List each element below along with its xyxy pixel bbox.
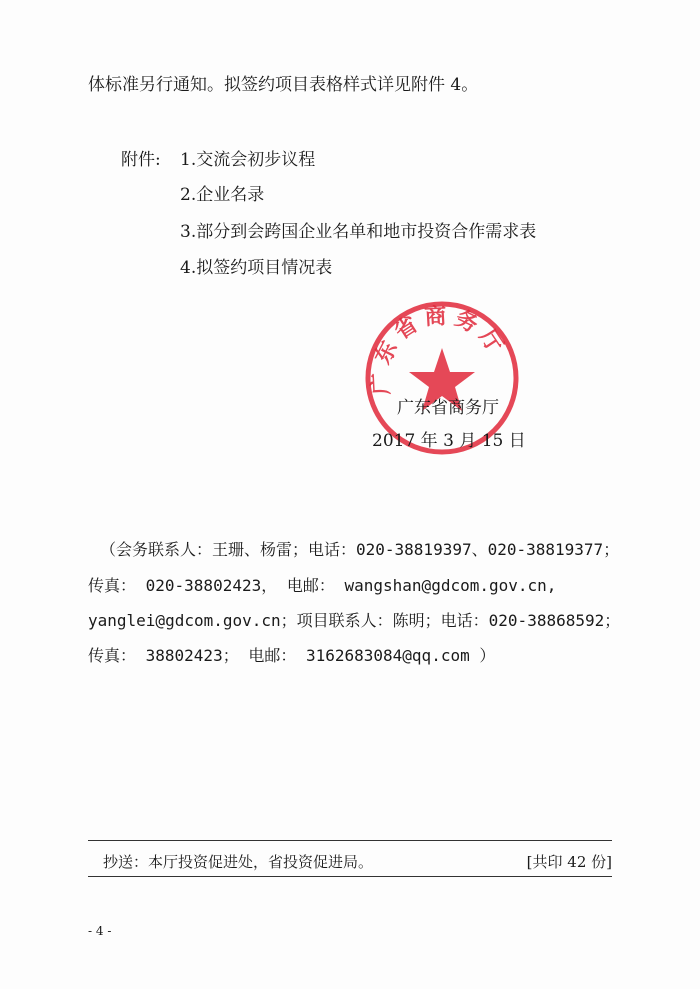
attachment-item-4: 4.拟签约项目情况表 bbox=[180, 258, 333, 278]
contact-line-4: 传真： 38802423； 电邮： 3162683084@qq.com ） bbox=[88, 646, 496, 665]
contact-line-3: yanglei@gdcom.gov.cn；项目联系人：陈明；电话：020-38868592； bbox=[88, 611, 621, 630]
attachments-label: 附件: bbox=[121, 150, 161, 170]
contact-line-1: （会务联系人：王珊、杨雷；电话：020-38819397、020-38819377； bbox=[100, 540, 620, 559]
attachment-item-1: 1.交流会初步议程 bbox=[180, 150, 316, 170]
signature-org: 广东省商务厅 bbox=[397, 398, 499, 418]
contact-line-2: 传真： 020-38802423， 电邮： wangshan@gdcom.gov.cn, bbox=[88, 576, 557, 595]
body-text-line: 体标准另行通知。拟签约项目表格样式详见附件 4。 bbox=[88, 75, 479, 95]
attachment-item-2: 2.企业名录 bbox=[180, 185, 265, 205]
cc-text: 抄送：本厅投资促进处，省投资促进局。 bbox=[103, 853, 374, 871]
footer-top-rule bbox=[88, 840, 612, 841]
page-number: - 4 - bbox=[88, 924, 112, 938]
attachment-item-3: 3.部分到会跨国企业名单和地市投资合作需求表 bbox=[180, 222, 537, 242]
seal-text: 广东省商务厅 bbox=[368, 303, 511, 396]
footer-bottom-rule bbox=[88, 876, 612, 877]
signature-date: 2017 年 3 月 15 日 bbox=[372, 431, 526, 451]
copies-count: [共印 42 份] bbox=[526, 853, 612, 871]
